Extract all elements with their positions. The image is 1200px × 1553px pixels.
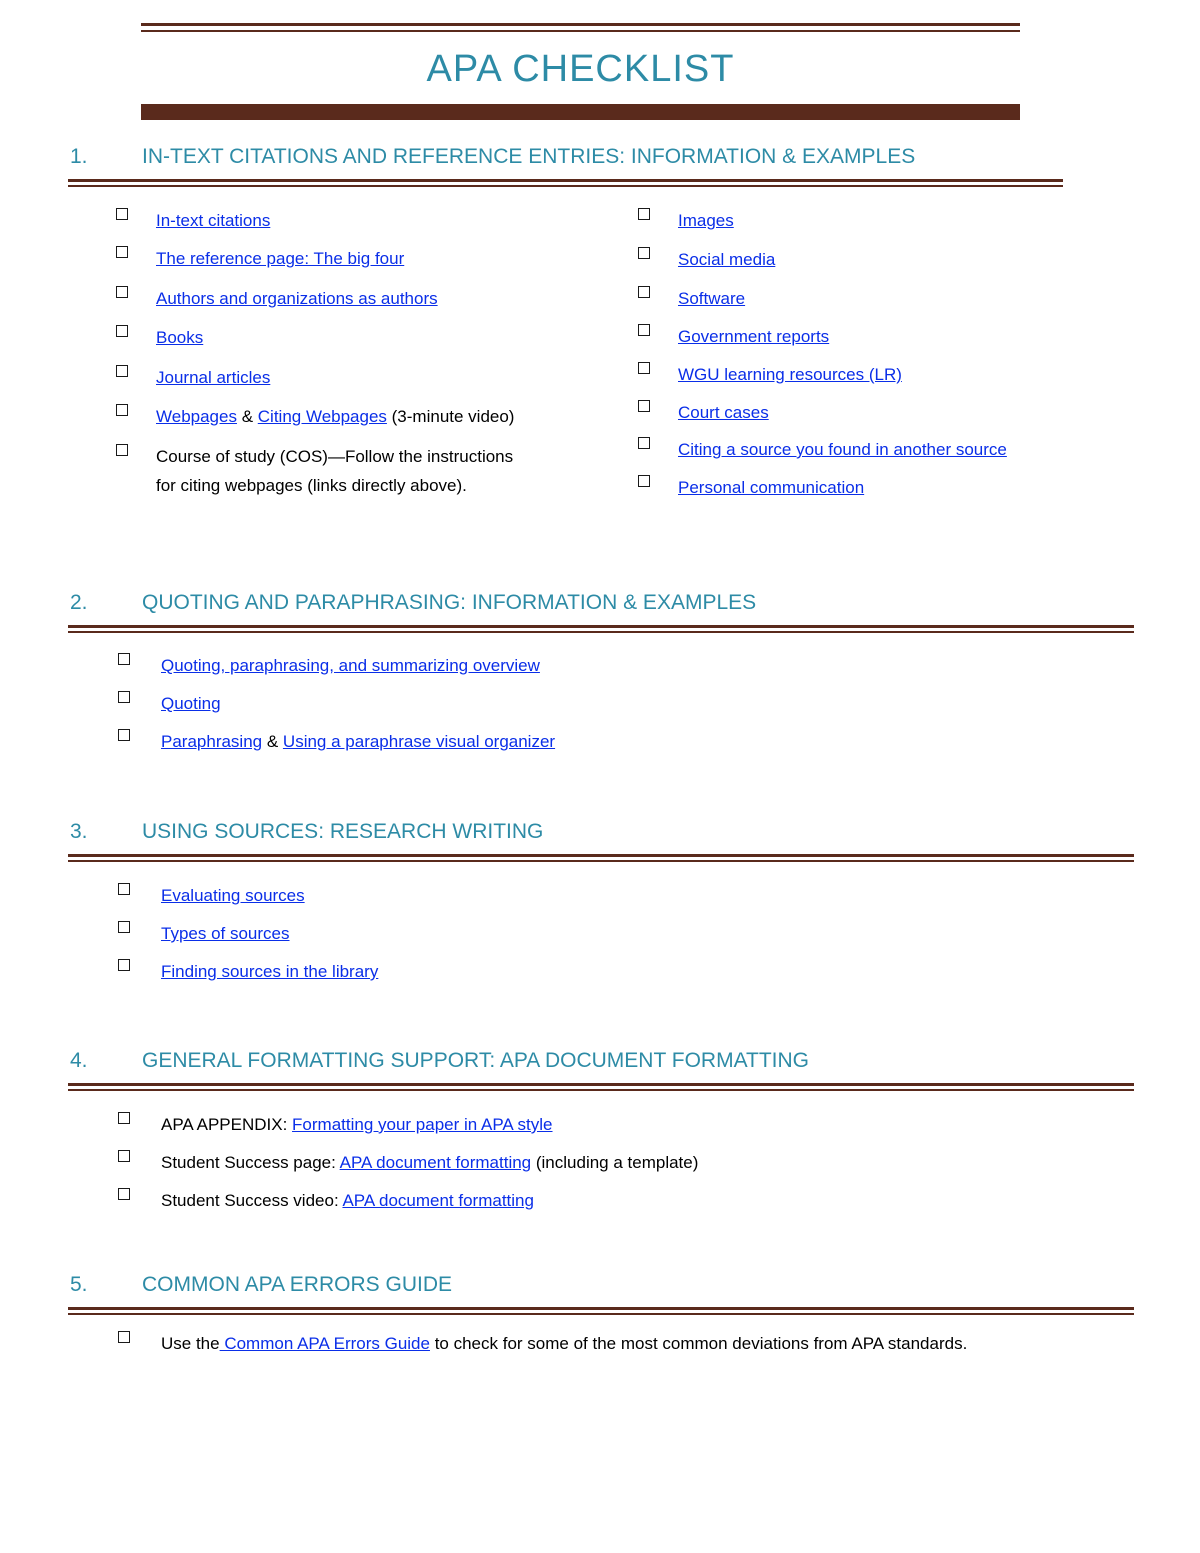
section-title: COMMON APA ERRORS GUIDE: [142, 1273, 452, 1296]
checkbox-icon[interactable]: [638, 437, 650, 449]
link-finding-sources[interactable]: Finding sources in the library: [161, 962, 379, 981]
checkbox-icon[interactable]: [118, 883, 130, 895]
section-3-heading: [70, 820, 1070, 850]
link-government-reports[interactable]: Government reports: [678, 327, 830, 346]
checkbox-icon[interactable]: [116, 404, 128, 416]
section-number: 1.: [70, 145, 88, 168]
section-number: 4.: [70, 1049, 88, 1072]
link-books[interactable]: Books: [156, 328, 204, 347]
section-number: 2.: [70, 591, 88, 614]
section-title: GENERAL FORMATTING SUPPORT: APA DOCUMENT FORMATTING: [142, 1049, 810, 1072]
item-text-line-2: for citing webpages (links directly above).: [156, 476, 467, 495]
item-note: (3-minute video): [386, 407, 515, 426]
item-text-line-1: Course of study (COS)—Follow the instructions: [156, 447, 514, 466]
link-wgu-learning-resources[interactable]: WGU learning resources (LR): [678, 365, 902, 384]
checkbox-icon[interactable]: [116, 444, 128, 456]
checkbox-icon[interactable]: [638, 475, 650, 487]
link-images[interactable]: Images: [678, 211, 734, 230]
checkbox-icon[interactable]: [638, 286, 650, 298]
link-personal-communication[interactable]: Personal communication: [678, 478, 865, 497]
checkbox-icon[interactable]: [638, 208, 650, 220]
checkbox-icon[interactable]: [638, 324, 650, 336]
link-apa-document-formatting-page[interactable]: APA document formatting: [339, 1153, 532, 1172]
section-number: 3.: [70, 820, 88, 843]
checkbox-icon[interactable]: [638, 247, 650, 259]
checkbox-icon[interactable]: [118, 729, 130, 741]
link-citing-webpages[interactable]: Citing Webpages: [257, 407, 387, 426]
checkbox-icon[interactable]: [118, 691, 130, 703]
item-prefix: Use the: [161, 1334, 220, 1353]
top-double-rule: [141, 23, 1020, 32]
item-note: (including a template): [531, 1153, 699, 1172]
section-5-heading: [70, 1273, 1070, 1303]
separator: &: [262, 732, 283, 751]
section-title: USING SOURCES: RESEARCH WRITING: [142, 820, 544, 843]
link-evaluating-sources[interactable]: Evaluating sources: [161, 886, 305, 905]
separator: &: [236, 407, 258, 426]
section-1-rule: [68, 179, 1063, 187]
item-line: [161, 1329, 967, 1358]
section-4-rule: [68, 1083, 1134, 1091]
checkbox-icon[interactable]: [638, 362, 650, 374]
item-line: [161, 1186, 534, 1215]
item-line: [161, 1148, 698, 1177]
title-underline-bar: [141, 104, 1020, 120]
item-line: [161, 1110, 553, 1139]
link-common-apa-errors-guide[interactable]: Common APA Errors Guide: [219, 1334, 430, 1353]
section-5-rule: [68, 1307, 1134, 1315]
link-webpages[interactable]: Webpages: [156, 407, 237, 426]
section-title: IN-TEXT CITATIONS AND REFERENCE ENTRIES: INFORMATION & EXAMPLES: [142, 145, 916, 168]
checkbox-icon[interactable]: [118, 959, 130, 971]
section-4-heading: [70, 1049, 1070, 1079]
section-number: 5.: [70, 1273, 88, 1296]
item-prefix: Student Success video:: [161, 1191, 343, 1210]
checkbox-icon[interactable]: [118, 653, 130, 665]
section-2-heading: [70, 591, 1070, 621]
section-1-heading: [70, 145, 1070, 175]
item-note: to check for some of the most common deviations from APA standards.: [429, 1334, 968, 1353]
link-types-of-sources[interactable]: Types of sources: [161, 924, 290, 943]
link-quoting[interactable]: Quoting: [161, 694, 221, 713]
item-prefix: APA APPENDIX:: [161, 1115, 293, 1134]
link-paraphrase-organizer[interactable]: Using a paraphrase visual organizer: [282, 732, 556, 751]
item-line: [156, 402, 514, 431]
section-2-rule: [68, 625, 1134, 633]
checkbox-icon[interactable]: [116, 208, 128, 220]
link-reference-page[interactable]: The reference page: The big four: [156, 249, 405, 268]
page-title: APA CHECKLIST: [426, 48, 735, 90]
link-journal-articles[interactable]: Journal articles: [156, 368, 271, 387]
link-authors[interactable]: Authors and organizations as authors: [156, 289, 438, 308]
checkbox-icon[interactable]: [118, 1150, 130, 1162]
link-apa-document-formatting-video[interactable]: APA document formatting: [342, 1191, 534, 1210]
checkbox-icon[interactable]: [118, 1112, 130, 1124]
checkbox-icon[interactable]: [118, 921, 130, 933]
link-court-cases[interactable]: Court cases: [678, 403, 769, 422]
link-citing-secondary-source[interactable]: Citing a source you found in another source: [678, 440, 1007, 459]
link-quoting-paraphrasing-overview[interactable]: Quoting, paraphrasing, and summarizing overview: [161, 656, 540, 675]
item-line: [161, 727, 555, 756]
checkbox-icon[interactable]: [638, 400, 650, 412]
section-title: QUOTING AND PARAPHRASING: INFORMATION & EXAMPLES: [142, 591, 757, 614]
checkbox-icon[interactable]: [116, 325, 128, 337]
checkbox-icon[interactable]: [118, 1188, 130, 1200]
link-software[interactable]: Software: [678, 289, 746, 308]
section-3-rule: [68, 854, 1134, 862]
checkbox-icon[interactable]: [116, 286, 128, 298]
checkbox-icon[interactable]: [116, 246, 128, 258]
link-social-media[interactable]: Social media: [678, 250, 776, 269]
link-formatting-apa-style[interactable]: Formatting your paper in APA style: [292, 1115, 553, 1134]
checkbox-icon[interactable]: [116, 365, 128, 377]
link-paraphrasing[interactable]: Paraphrasing: [161, 732, 263, 751]
checkbox-icon[interactable]: [118, 1331, 130, 1343]
item-prefix: Student Success page:: [161, 1153, 340, 1172]
link-in-text-citations[interactable]: In-text citations: [156, 211, 271, 230]
